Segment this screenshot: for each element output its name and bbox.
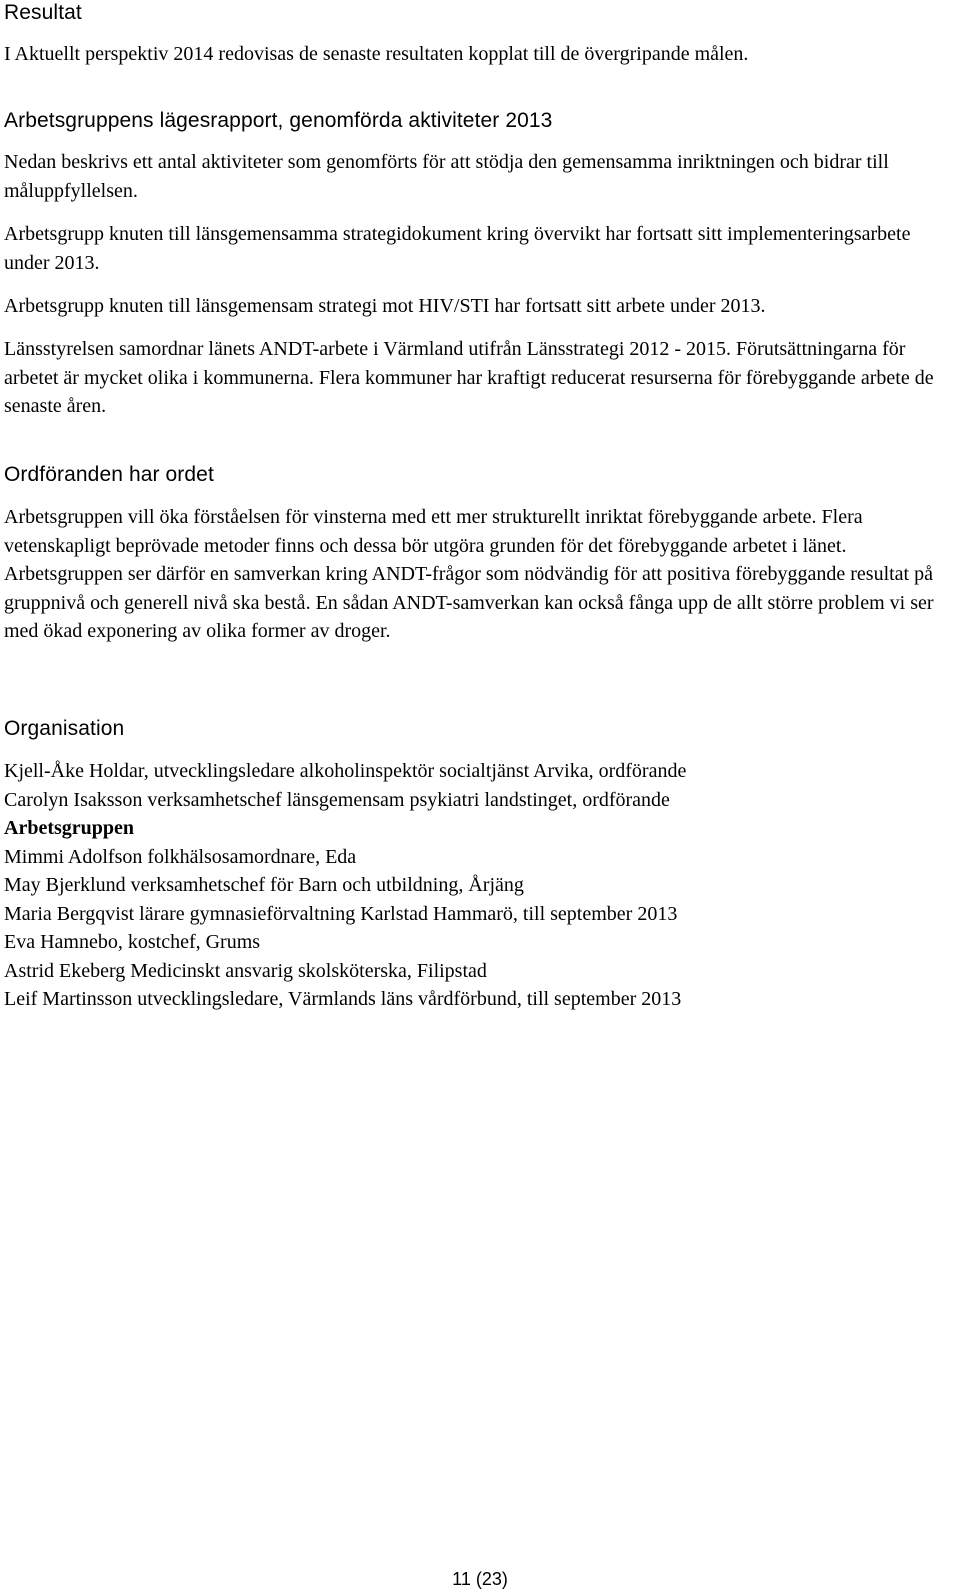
page-number: 11 (23) (452, 1569, 508, 1589)
section-heading-organisation: Organisation (4, 717, 125, 740)
lagesrapport-paragraph-hiv: Arbetsgrupp knuten till länsgemensam strategi mot HIV/STI har fortsatt sitt arbete under 2013. (4, 295, 766, 317)
member-line: Mimmi Adolfson folkhälsosamordnare, Eda (4, 845, 357, 868)
lagesrapport-paragraph-andt: Länsstyrelsen samordnar länets ANDT-arbete i Värmland utifrån Länsstrategi 2012 - 2015. Förutsättningarna för arbetet är mycket olika i kommunerna. Flera kommuner har kraftigt reducerat resurserna för förebyggande arbete de senaste åren. (4, 338, 934, 417)
section-heading-lagesrapport: Arbetsgruppens lägesrapport, genomförda aktiviteter 2013 (4, 109, 553, 132)
member-line: Eva Hamnebo, kostchef, Grums (4, 931, 261, 953)
lagesrapport-paragraph-intro: Nedan beskrivs ett antal aktiviteter som genomförts för att stödja den gemensamma inriktningen och bidrar till måluppfyllelsen. (4, 151, 889, 202)
organisation-list (4, 757, 952, 1014)
chair-line: Kjell-Åke Holdar, utvecklingsledare alkoholinspektör socialtjänst Arvika, ordförande (4, 760, 687, 782)
member-line: Astrid Ekeberg Medicinskt ansvarig skolsköterska, Filipstad (4, 959, 487, 982)
lagesrapport-paragraph-overvikt: Arbetsgrupp knuten till länsgemensamma strategidokument kring övervikt har fortsatt sitt implementeringsarbete under 2013. (4, 223, 911, 274)
member-line: Leif Martinsson utvecklingsledare, Värmlands läns vårdförbund, till september 2013 (4, 988, 682, 1010)
section-heading-resultat: Resultat (4, 1, 82, 24)
group-label: Arbetsgruppen (4, 817, 135, 839)
member-line: Maria Bergqvist lärare gymnasieförvaltning Karlstad Hammarö, till september 2013 (4, 902, 678, 925)
section-heading-ordforanden: Ordföranden har ordet (4, 463, 214, 486)
ordforanden-paragraph: Arbetsgruppen vill öka förståelsen för vinsterna med ett mer strukturellt inriktat förebyggande arbete. Flera vetenskapligt beprövade metoder finns och dessa bör utgöra grunden för det förebyggande arbetet i länet. Arbetsgruppen ser därför en samverkan kring ANDT-frågor som nödvändig för att positiva förebyggande resultat på gruppnivå och generell nivå ska bestå. En sådan ANDT-samverkan kan också fånga upp de allt större problem vi ser med ökad exponering av olika former av droger. (4, 506, 934, 642)
resultat-intro-paragraph: I Aktuellt perspektiv 2014 redovisas de senaste resultaten kopplat till de övergripande målen. (4, 43, 749, 65)
chair-line: Carolyn Isaksson verksamhetschef länsgemensam psykiatri landstinget, ordförande (4, 788, 670, 811)
member-line: May Bjerklund verksamhetschef för Barn och utbildning, Årjäng (4, 874, 524, 896)
